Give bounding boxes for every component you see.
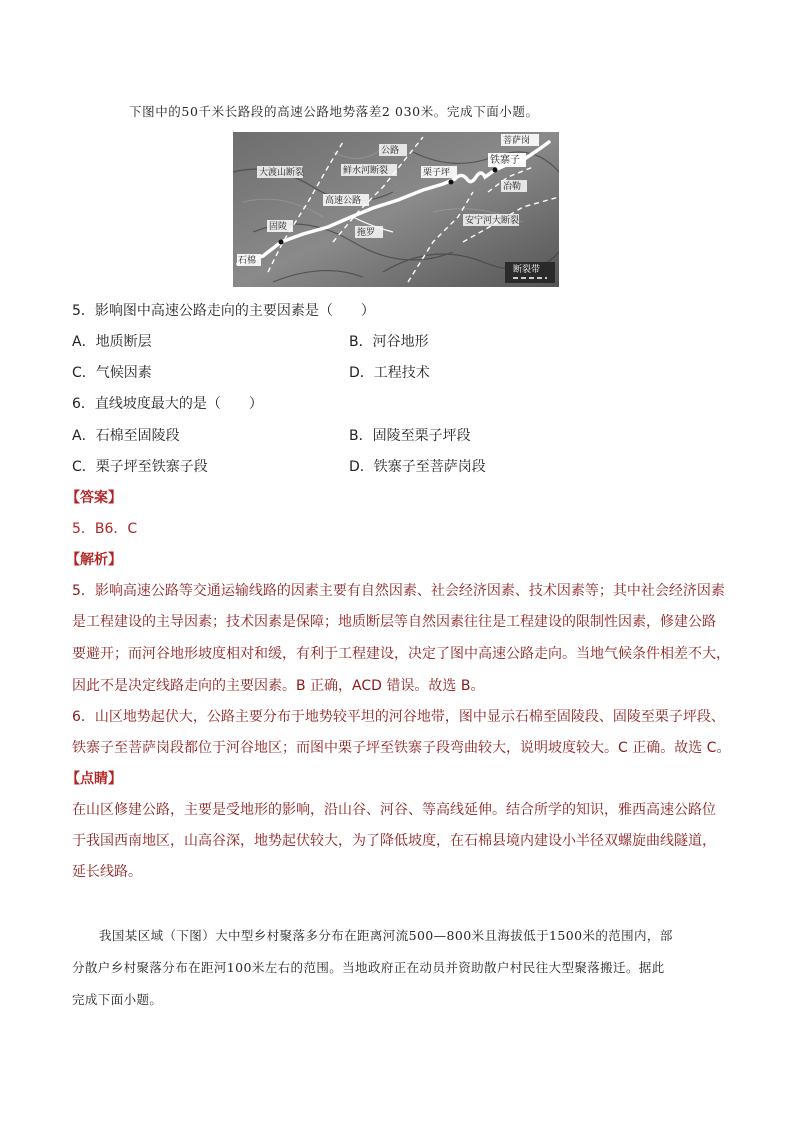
map-label-highway: 高速公路 xyxy=(325,196,362,206)
q6-option-a[interactable]: A．石棉至固陵段 xyxy=(72,428,180,444)
q5-option-d[interactable]: D．工程技术 xyxy=(349,365,430,381)
next-intro-line: 我国某区域（下图）大中型乡村聚落多分布在距离河流500—800米且海拔低于1500米的范围内，部 xyxy=(99,928,673,943)
map-label-yezhu: 冶勒 xyxy=(503,182,522,192)
analysis-line: 因此不是决定线路走向的主要因素。B 正确，ACD 错误。故选 B。 xyxy=(72,678,485,694)
next-intro-line: 完成下面小题。 xyxy=(72,992,163,1007)
map-label-liziping: 栗子坪 xyxy=(423,168,451,178)
analysis-line: 要避开；而河谷地形坡度相对和缓，有利于工程建设，决定了图中高速公路走向。当地气候条件相差不大， xyxy=(72,646,730,662)
analysis-line: 铁寨子至菩萨岗段都位于河谷地区；而图中栗子坪至铁寨子段弯曲较大，说明坡度较大。C 正确。故选 C。 xyxy=(72,740,731,756)
map-label-gonglu: 公路 xyxy=(381,146,400,156)
map-label-shimian: 石棉 xyxy=(238,256,257,266)
analysis-line: 5．影响高速公路等交通运输线路的因素主要有自然因素、社会经济因素、技术因素等；其中社会经济因素 xyxy=(72,583,725,599)
q5-option-c[interactable]: C．气候因素 xyxy=(72,365,152,381)
q5-option-b[interactable]: B．河谷地形 xyxy=(349,334,429,350)
map-label-tuoluo: 拖罗 xyxy=(357,228,376,238)
map-label-dadushan-fault: 大渡山断裂 xyxy=(259,168,305,178)
next-intro-line: 分散户乡村聚落分布在距河100米左右的范围。当地政府正在动员并资助散户村民往大型聚落搬迁。据此 xyxy=(72,960,665,975)
highway-terrain-map xyxy=(233,132,559,287)
analysis-line: 是工程建设的主导因素；技术因素是保障；地质断层等自然因素往往是工程建设的限制性因素，修建公路 xyxy=(72,614,716,630)
q6-option-c[interactable]: C．栗子坪至铁寨子段 xyxy=(72,459,208,475)
q6-option-b[interactable]: B．固陵至栗子坪段 xyxy=(349,428,471,444)
answer-text: 5．B6．C xyxy=(72,521,138,537)
intro-text: 下图中的50千米长路段的高速公路地势落差2 030米。完成下面小题。 xyxy=(129,104,539,119)
map-label-tiezhaizi: 铁寨子 xyxy=(490,155,520,166)
tip-line: 在山区修建公路，主要是受地形的影响，沿山谷、河谷、等高线延伸。结合所学的知识，雅西高速公路位 xyxy=(72,802,716,818)
map-label-puxagang: 菩萨岗 xyxy=(503,136,531,146)
tip-line: 延长线路。 xyxy=(72,864,142,880)
tip-header: 【点睛】 xyxy=(66,771,122,787)
answer-header: 【答案】 xyxy=(66,490,122,506)
map-label-xianshui-fault: 鲜水河断裂 xyxy=(343,166,389,176)
map-label-guling: 固陵 xyxy=(269,222,288,232)
map-label-anning-fault: 安宁河大断裂 xyxy=(465,216,520,226)
q6-option-d[interactable]: D．铁寨子至菩萨岗段 xyxy=(349,459,486,475)
q5-option-a[interactable]: A．地质断层 xyxy=(72,334,152,350)
map-legend-fault: 断裂带 xyxy=(513,265,541,275)
q5-stem: 5．影响图中高速公路走向的主要因素是（ ） xyxy=(72,303,375,319)
analysis-header: 【解析】 xyxy=(66,552,122,568)
tip-line: 于我国西南地区，山高谷深，地势起伏较大，为了降低坡度，在石棉县境内建设小半径双螺旋曲线隧道， xyxy=(72,833,716,849)
q6-stem: 6．直线坡度最大的是（ ） xyxy=(72,396,263,412)
analysis-line: 6．山区地势起伏大，公路主要分布于地势较平坦的河谷地带，图中显示石棉至固陵段、固陵至栗子坪段、 xyxy=(72,709,725,725)
